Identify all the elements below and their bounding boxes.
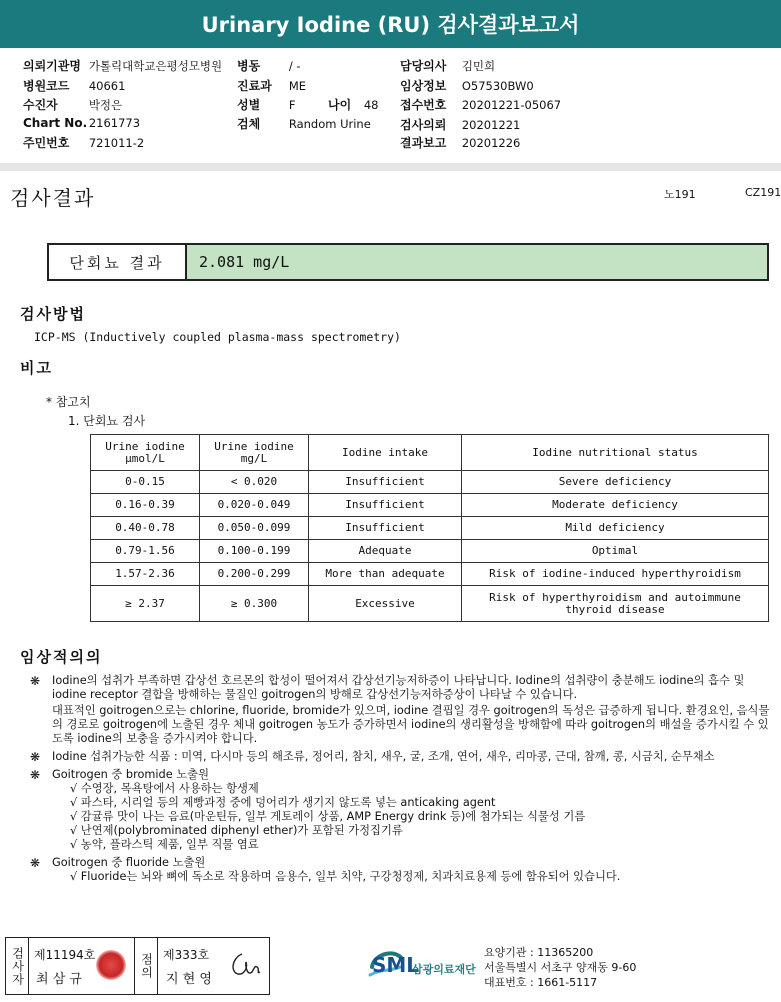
cell: 0-0.15 (91, 471, 200, 494)
info-clinical: 임상정보 O57530BW0 (400, 79, 534, 93)
list-item (30, 674, 772, 746)
header-status: Iodine nutritional status (462, 435, 769, 471)
method-heading: 검사방법 (20, 305, 86, 323)
method-text: ICP-MS (Inductively coupled plasma-mass spectrometry) (34, 330, 401, 344)
header-mgl: Urine iodine mg/L (200, 435, 309, 471)
list-item (30, 856, 772, 870)
cell: ≥ 0.300 (200, 586, 309, 622)
cell: Risk of iodine-induced hyperthyroidism (462, 563, 769, 586)
cell: 1.57-2.36 (91, 563, 200, 586)
org-code: 요양기관 : 11365200 (484, 946, 594, 959)
confirm-no: 제333호 (163, 948, 210, 962)
sub-item: √ 감귤류 맛이 나는 음료(마운틴듀, 일부 게토레이 상품, AMP Energy drink 등)에 첨가되는 식물성 기름 (70, 810, 586, 823)
cell: Insufficient (309, 494, 462, 517)
sub-list (30, 870, 772, 884)
cell: ≥ 2.37 (91, 586, 200, 622)
cell: More than adequate (309, 563, 462, 586)
info-department: 진료과 ME (237, 79, 307, 93)
sub-list (30, 782, 772, 852)
bullet-icon: ❋ (30, 674, 41, 688)
sub-item: √ 농약, 플라스틱 제품, 일부 직물 염료 (70, 838, 259, 851)
info-age: 나이 48 (328, 98, 379, 112)
paragraph: 대표적인 goitrogen으로는 chlorine, fluoride, bromide가 있으며, iodine 결핍일 경우 goitrogen의 독성은 급증하게 됩니다. 환경요인, 음식물의 경로로 goitrogen에 노출된 경우 체내 goitrogen 농도가 증가하면서 iodine의 생리활성을 방해함에 따라 goitrogen의 배설을 증가시킬 수 있도록 iodine의 보충을 증가시켜야 합니다. (52, 704, 770, 745)
info-ward: 병동 / - (237, 59, 301, 73)
info-request-date: 검사의뢰 20201221 (400, 118, 521, 132)
info-hospital-code: 병원코드 40661 (23, 79, 126, 93)
header-umol: Urine iodine μmol/L (91, 435, 200, 471)
table-row (91, 517, 769, 540)
cell: 0.16-0.39 (91, 494, 200, 517)
cell: 0.020-0.049 (200, 494, 309, 517)
bullet-icon: ❋ (30, 750, 41, 764)
result-box (47, 243, 769, 281)
clinical-list (30, 674, 772, 884)
paragraph: Goitrogen 중 bromide 노출원 (52, 768, 209, 781)
info-chart-no: Chart No. 2161773 (23, 116, 141, 130)
signature-icon (228, 950, 262, 980)
cell: 0.200-0.299 (200, 563, 309, 586)
inspector-label (6, 938, 29, 994)
confirm-label (134, 938, 158, 994)
cell: Insufficient (309, 471, 462, 494)
paragraph: Iodine의 섭취가 부족하면 갑상선 호르몬의 합성이 떨어져서 갑상선기능저하증이 나타납니다. Iodine의 섭취량이 충분해도 iodine의 흡수 및 iodine receptor 결합을 방해하는 물질인 goitrogen의 방해로 갑상선기능저하증상이 나타날 수 있습니다. (52, 674, 745, 701)
org-address: 서울특별시 서초구 양재동 9-60 (484, 961, 637, 974)
signature-box (5, 937, 270, 995)
paragraph: Iodine 섭취가능한 식품 : 미역, 다시마 등의 해조류, 정어리, 참치, 새우, 굴, 조개, 연어, 새우, 리마콩, 근대, 참깨, 콩, 시금치, 순무채소 (52, 750, 715, 763)
info-sex: 성별 F (237, 98, 296, 112)
list-item (30, 768, 772, 782)
inspector-label-text: 검사자 (10, 946, 25, 986)
bullet-icon: ❋ (30, 768, 41, 782)
org-logo-text: SML (372, 953, 420, 977)
cell: Excessive (309, 586, 462, 622)
result-heading: 검사결과 (10, 186, 96, 210)
cell: 0.100-0.199 (200, 540, 309, 563)
cell: 0.40-0.78 (91, 517, 200, 540)
table-row (91, 586, 769, 622)
header-intake: Iodine intake (309, 435, 462, 471)
cell: Risk of hyperthyroidism and autoimmune thyroid disease (462, 586, 769, 622)
org-info (484, 945, 636, 990)
result-code-1: 노191 (664, 188, 696, 201)
clinical-heading: 임상적의의 (20, 648, 103, 666)
info-specimen: 검체 Random Urine (237, 117, 371, 131)
seal-stamp-icon (96, 950, 126, 980)
info-institution: 의뢰기관명 가톨릭대학교은평성모병원 (23, 59, 223, 73)
org-name: 삼광의료재단 (412, 963, 476, 976)
cell: Mild deficiency (462, 517, 769, 540)
sub-item: √ 난연제(polybrominated diphenyl ether)가 포함된 가정집기류 (70, 824, 403, 837)
sub-item: √ 수영장, 목욕탕에서 사용하는 항생제 (70, 782, 259, 795)
remarks-heading: 비고 (20, 359, 53, 377)
list-item (30, 750, 772, 764)
org-phone: 대표번호 : 1661-5117 (484, 976, 598, 989)
cell: Severe deficiency (462, 471, 769, 494)
info-receipt-no: 접수번호 20201221-05067 (400, 98, 562, 112)
confirm-name: 지 현 영 (166, 972, 212, 987)
bullet-icon: ❋ (30, 856, 41, 870)
table-row (91, 494, 769, 517)
cell: Adequate (309, 540, 462, 563)
table-row (91, 471, 769, 494)
result-label: 단회뇨 결과 (49, 245, 187, 279)
report-title: Urinary Iodine (RU) 검사결과보고서 (0, 0, 781, 48)
divider (0, 163, 781, 171)
cell: 0.79-1.56 (91, 540, 200, 563)
result-code-2: CZ191 (745, 186, 781, 199)
reference-subtitle: 1. 단회뇨 검사 (68, 414, 146, 428)
sub-item: √ 파스타, 시리얼 등의 제빵과정 중에 덩어리가 생기지 않도록 넣는 anticaking agent (70, 796, 496, 809)
cell: 0.050-0.099 (200, 517, 309, 540)
cell: < 0.020 (200, 471, 309, 494)
result-value: 2.081 mg/L (187, 245, 767, 279)
reference-title: * 참고치 (46, 395, 91, 409)
cell: Moderate deficiency (462, 494, 769, 517)
cell: Optimal (462, 540, 769, 563)
paragraph: Goitrogen 중 fluoride 노출원 (52, 856, 206, 869)
info-resident-no: 주민번호 721011-2 (23, 136, 145, 150)
table-header-row (91, 435, 769, 471)
info-patient-name: 수진자 박정은 (23, 98, 123, 112)
confirm-label-text: 점의 (139, 953, 154, 979)
inspector-no: 제11194호 (34, 948, 96, 962)
info-report-date: 결과보고 20201226 (400, 136, 521, 150)
sub-item: √ Fluoride는 뇌와 뼈에 독소로 작용하며 음용수, 일부 치약, 구강청정제, 치과치료용제 등에 함유되어 있습니다. (70, 870, 621, 883)
info-doctor: 담당의사 김민희 (400, 59, 496, 73)
table-row (91, 540, 769, 563)
inspector-name: 최 삼 규 (36, 972, 82, 987)
org-logo (366, 945, 474, 985)
reference-table (90, 434, 769, 622)
cell: Insufficient (309, 517, 462, 540)
table-row (91, 563, 769, 586)
